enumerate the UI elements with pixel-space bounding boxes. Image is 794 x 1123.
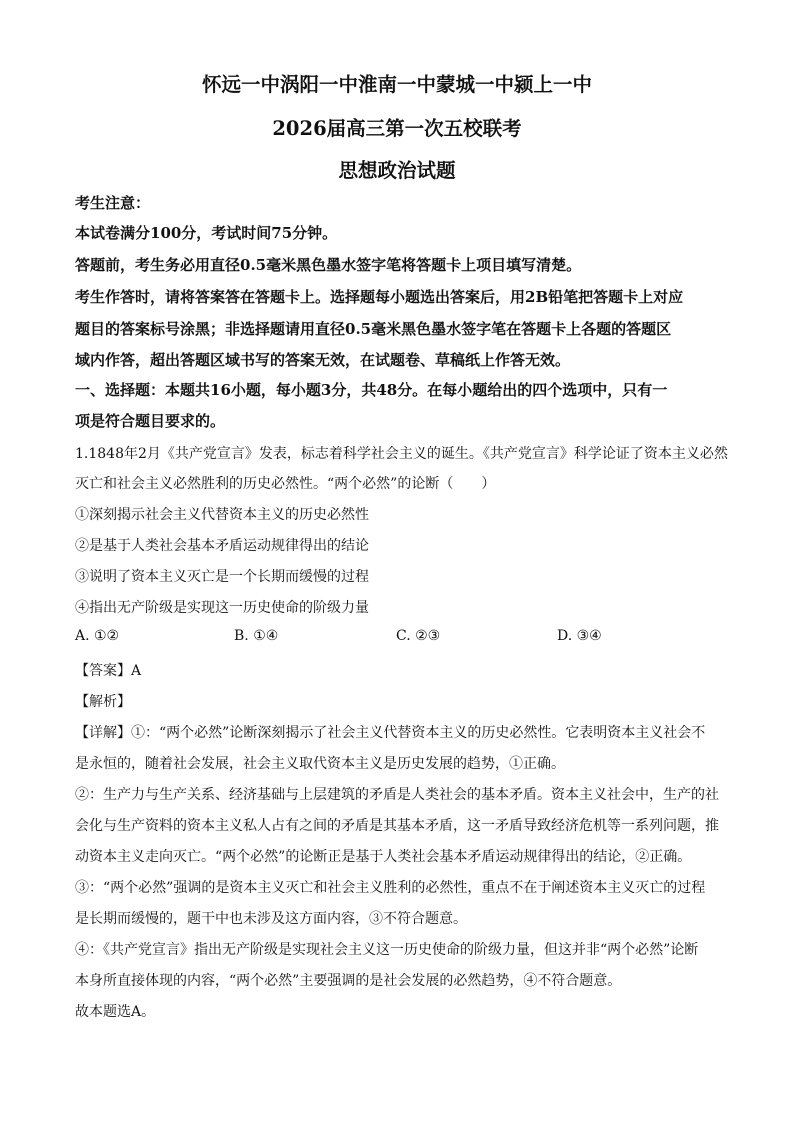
statement-item: ③说明了资本主义灭亡是一个长期而缓慢的过程 — [75, 569, 369, 585]
statement-item: ④指出无产阶级是实现这一历史使命的阶级力量 — [75, 600, 369, 616]
analysis-text: ③：“两个必然”强调的是资本主义灭亡和社会主义胜利的必然性，重点不在于阐述资本主义灭亡的过程 — [75, 880, 706, 896]
question-stem: 灭亡和社会主义必然胜利的历史必然性。“两个必然”的论断（ ） — [75, 476, 496, 492]
option-c: C. ②③ — [396, 628, 441, 644]
statement-item: ①深刻揭示社会主义代替资本主义的历史必然性 — [75, 507, 369, 523]
section-heading: 项是符合题目要求的。 — [75, 412, 226, 430]
section-heading: 一、选择题：本题共16小题，每小题3分，共48分。在每小题给出的四个选项中，只有一 — [75, 381, 668, 399]
analysis-text: 【详解】①：“两个必然”论断深刻揭示了社会主义代替资本主义的历史必然性。它表明资本主义社会不 — [75, 725, 706, 741]
option-a: A. ①② — [75, 628, 120, 644]
analysis-label: 【解析】 — [75, 694, 131, 710]
analysis-text: ②：生产力与生产关系、经济基础与上层建筑的矛盾是人类社会的基本矛盾。资本主义社会中，生产的社 — [75, 787, 719, 803]
notice-line: 题目的答案标号涂黑；非选择题请用直径0.5毫米黑色墨水签字笔在答题卡上各题的答题区 — [75, 320, 672, 338]
analysis-text: 本身所直接体现的内容，“两个必然”主要强调的是社会发展的必然趋势，④不符合题意。 — [75, 973, 622, 989]
question-stem: 1.1848年2月《共产党宣言》发表，标志着科学社会主义的诞生。《共产党宣言》科学论证了资本主义必然 — [75, 446, 728, 462]
notice-line: 答题前，考生务必用直径0.5毫米黑色墨水签字笔将答题卡上项目填写清楚。 — [75, 256, 582, 274]
analysis-text: 是永恒的，随着社会发展，社会主义取代资本主义是历史发展的趋势，①正确。 — [75, 756, 565, 772]
notice-line: 域内作答，超出答题区域书写的答案无效，在试题卷、草稿纸上作答无效。 — [75, 351, 571, 369]
analysis-text: ④：《共产党宣言》指出无产阶级是实现社会主义这一历史使命的阶级力量，但这并非“两个必然”论断 — [75, 942, 699, 958]
exam-title: 2026届高三第一次五校联考 — [272, 117, 522, 140]
notice-line: 本试卷满分100分，考试时间75分钟。 — [75, 224, 338, 242]
option-d: D. ③④ — [557, 628, 602, 644]
statement-item: ②是基于人类社会基本矛盾运动规律得出的结论 — [75, 538, 369, 554]
notice-heading: 考生注意： — [75, 194, 151, 212]
analysis-text: 动资本主义走向灭亡。“两个必然”的论断正是基于人类社会基本矛盾运动规律得出的结论，②正确。 — [75, 849, 692, 865]
analysis-text: 是长期而缓慢的，题干中也未涉及这方面内容，③不符合题意。 — [75, 911, 467, 927]
option-b: B. ①④ — [234, 628, 279, 644]
analysis-text: 会化与生产资料的资本主义私人占有之间的矛盾是其基本矛盾，这一矛盾导致经济危机等一系列问题，推 — [75, 818, 719, 834]
school-names-title: 怀远一中涡阳一中淮南一中蒙城一中颍上一中 — [201, 73, 592, 96]
answer: 【答案】A — [75, 663, 142, 679]
subject-title: 思想政治试题 — [338, 159, 456, 182]
notice-line: 考生作答时，请将答案答在答题卡上。选择题每小题选出答案后，用2B铅笔把答题卡上对应 — [75, 288, 684, 306]
conclusion: 故本题选A。 — [75, 1004, 156, 1020]
